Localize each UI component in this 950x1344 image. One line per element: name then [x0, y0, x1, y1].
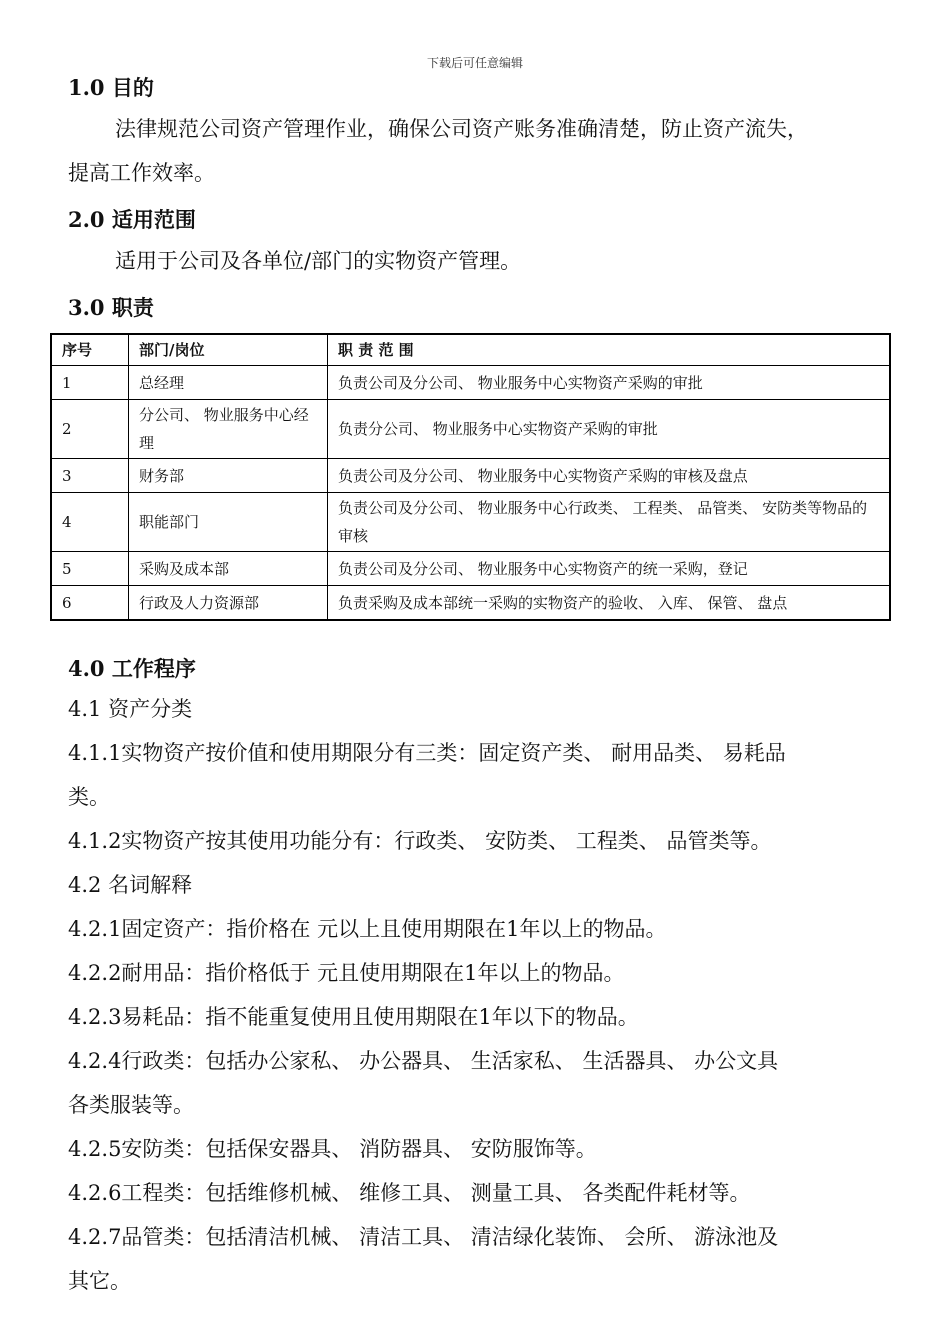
section-4-line: 其它。: [68, 1269, 131, 1293]
section-4-line: 4.2 名词解释: [68, 873, 193, 897]
table-row: [51, 400, 890, 459]
section-4-line: 4.2.6工程类：包括维修机械、 维修工具、 测量工具、 各类配件耗材等。: [68, 1181, 751, 1205]
header-note: 下载后可任意编辑: [426, 56, 523, 70]
cell-index: 5: [51, 552, 129, 586]
header-responsibility: 职 责 范 围: [328, 334, 891, 366]
responsibility-table: [50, 333, 891, 621]
cell-responsibility: 负责采购及成本部统一采购的实物资产的验收、 入库、 保管、 盘点: [328, 586, 891, 621]
section-4-line: 类。: [68, 785, 110, 809]
cell-responsibility: 负责公司及分公司、 物业服务中心实物资产采购的审批: [328, 366, 891, 400]
cell-department: 采购及成本部: [129, 552, 328, 586]
table-row: [51, 366, 890, 400]
section-4-line: 4.2.7品管类：包括清洁机械、 清洁工具、 清洁绿化装饰、 会所、 游泳池及: [68, 1225, 779, 1249]
section-4-line: 4.1.1实物资产按价值和使用期限分有三类：固定资产类、 耐用品类、 易耗品: [68, 741, 786, 765]
section-4-line: 4.2.4行政类：包括办公家私、 办公器具、 生活家私、 生活器具、 办公文具: [68, 1049, 779, 1073]
section-1-body-line-1: 法律规范公司资产管理作业，确保公司资产账务准确清楚，防止资产流失，: [115, 117, 808, 141]
table-row: [51, 586, 890, 621]
header-index: 序号: [51, 334, 129, 366]
table-row: [51, 493, 890, 552]
cell-department: 财务部: [129, 459, 328, 493]
section-4-line: 4.2.5安防类：包括保安器具、 消防器具、 安防服饰等。: [68, 1137, 597, 1161]
section-1-body-line-2: 提高工作效率。: [68, 161, 215, 185]
section-4-line: 4.1 资产分类: [68, 697, 193, 721]
cell-index: 1: [51, 366, 129, 400]
cell-index: 3: [51, 459, 129, 493]
cell-department: 行政及人力资源部: [129, 586, 328, 621]
cell-index: 2: [51, 400, 129, 459]
cell-department: 职能部门: [129, 493, 328, 552]
table-header-row: [51, 334, 890, 366]
cell-responsibility: 负责分公司、 物业服务中心实物资产采购的审批: [328, 400, 891, 459]
section-2-body: 适用于公司及各单位/部门的实物资产管理。: [115, 249, 522, 273]
section-4-line: 4.2.2耐用品：指价格低于 元且使用期限在1年以上的物品。: [68, 961, 625, 985]
section-2-title: 2.0 适用范围: [68, 207, 196, 232]
cell-responsibility: 负责公司及分公司、 物业服务中心行政类、 工程类、 品管类、 安防类等物品的审核: [328, 493, 891, 552]
section-4-line: 4.2.3易耗品：指不能重复使用且使用期限在1年以下的物品。: [68, 1005, 639, 1029]
section-4-title: 4.0 工作程序: [68, 656, 196, 681]
cell-responsibility: 负责公司及分公司、 物业服务中心实物资产的统一采购，登记: [328, 552, 891, 586]
section-4-line: 4.1.2实物资产按其使用功能分有：行政类、 安防类、 工程类、 品管类等。: [68, 829, 772, 853]
table-row: [51, 552, 890, 586]
section-4-line: 各类服装等。: [68, 1093, 194, 1117]
cell-department: 总经理: [129, 366, 328, 400]
cell-index: 6: [51, 586, 129, 621]
header-department: 部门/岗位: [129, 334, 328, 366]
section-1-title: 1.0 目的: [68, 75, 154, 100]
cell-index: 4: [51, 493, 129, 552]
table-row: [51, 459, 890, 493]
cell-responsibility: 负责公司及分公司、 物业服务中心实物资产采购的审核及盘点: [328, 459, 891, 493]
cell-department: 分公司、 物业服务中心经理: [129, 400, 328, 459]
section-3-title: 3.0 职责: [68, 295, 154, 320]
section-4-line: 4.2.1固定资产：指价格在 元以上且使用期限在1年以上的物品。: [68, 917, 667, 941]
